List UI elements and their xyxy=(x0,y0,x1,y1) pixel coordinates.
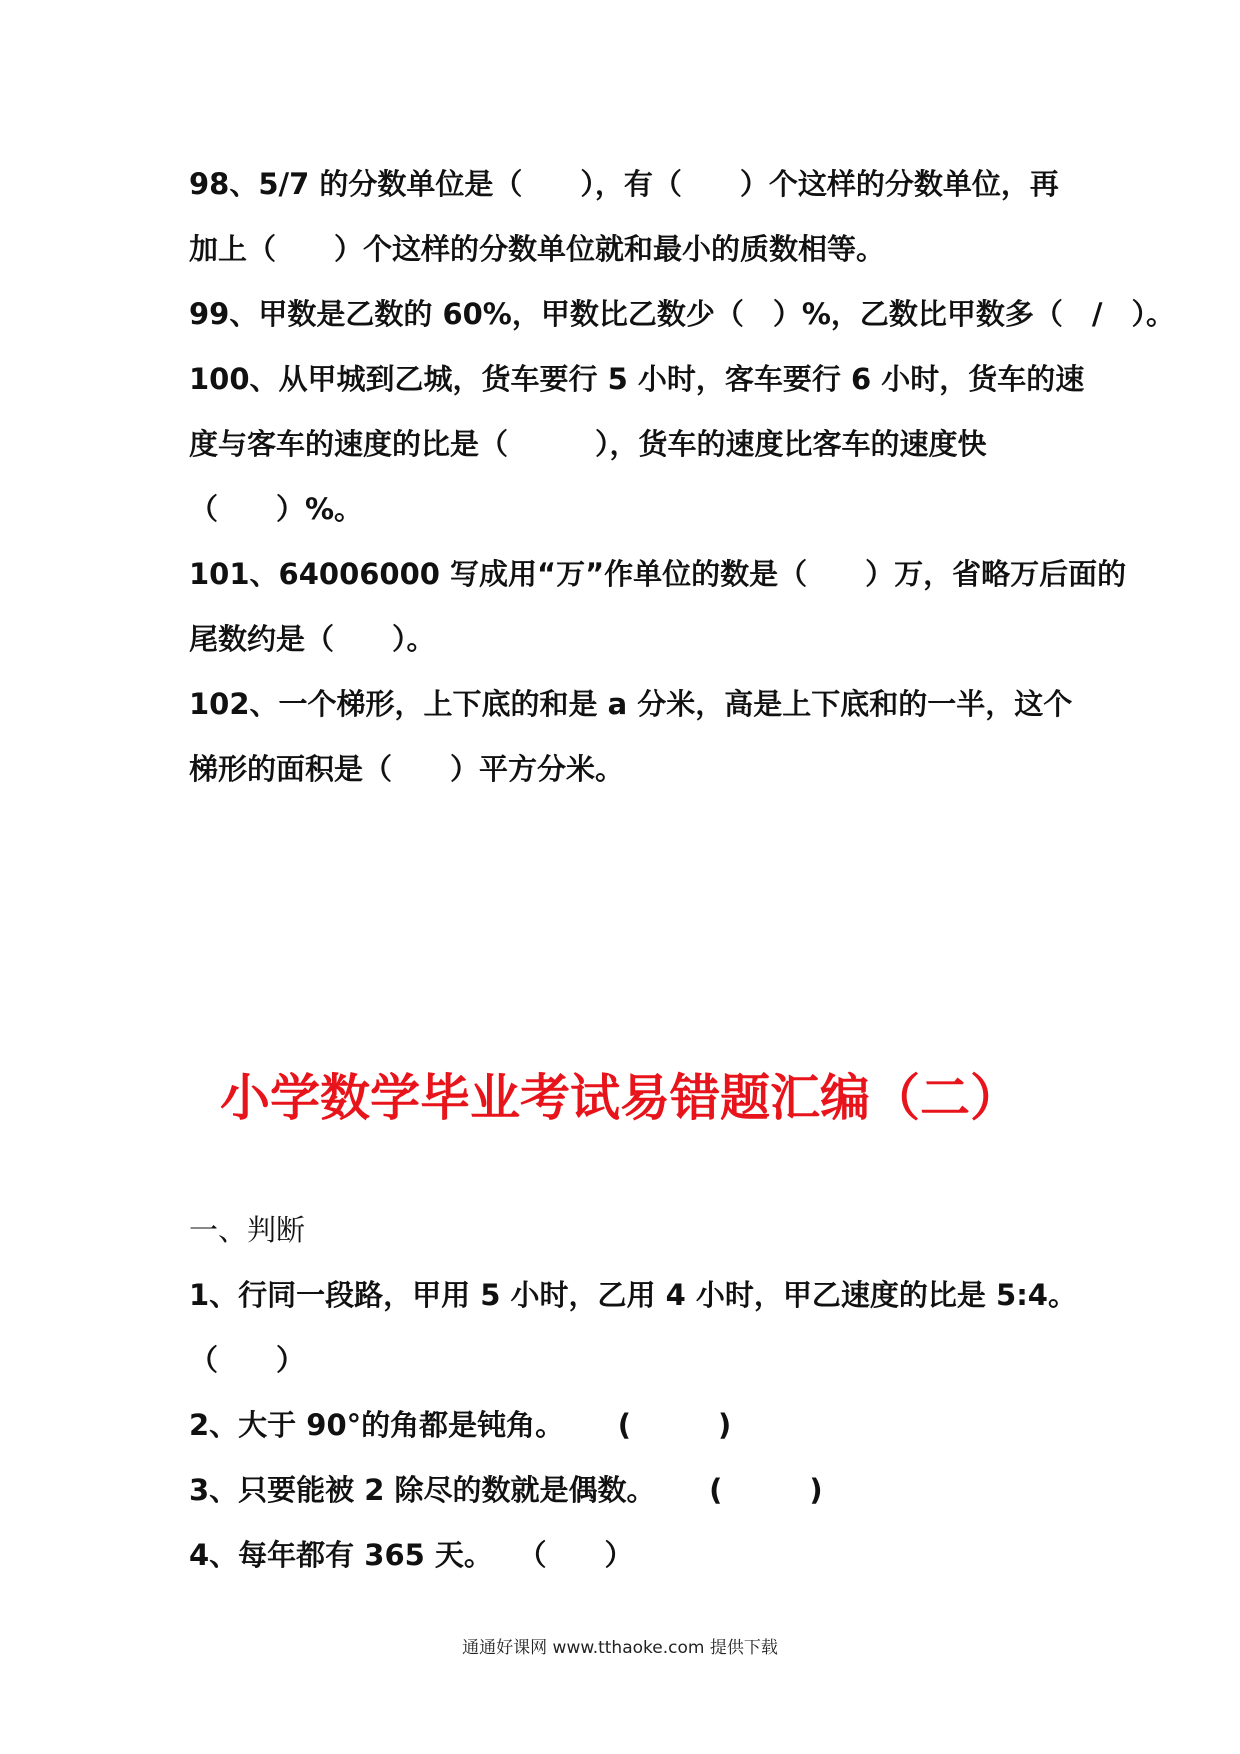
problem-102-line-2: 梯形的面积是（ ）平方分米。 xyxy=(189,752,625,786)
problem-100-line-2: 度与客车的速度的比是（ ），货车的速度比客车的速度快 xyxy=(189,427,987,461)
page-footer: 通通好课网 www.tthaoke.com 提供下载 xyxy=(462,1638,778,1658)
section-heading: 一、判断 xyxy=(189,1213,306,1247)
problem-100-line-3: （ ）%。 xyxy=(189,492,364,526)
judgment-2: 2、大于 90°的角都是钝角。 ( ) xyxy=(189,1408,732,1442)
judgment-1-line-2: （ ） xyxy=(189,1343,306,1377)
document-title: 小学数学毕业考试易错题汇编（二） xyxy=(220,1069,1020,1127)
problem-98-line-1: 98、5/7 的分数单位是（ ），有（ ）个这样的分数单位，再 xyxy=(189,167,1059,201)
problem-98-line-2: 加上（ ）个这样的分数单位就和最小的质数相等。 xyxy=(189,232,886,266)
problem-101-line-1: 101、64006000 写成用“万”作单位的数是（ ）万，省略万后面的 xyxy=(189,557,1127,591)
judgment-3: 3、只要能被 2 除尽的数就是偶数。 ( ) xyxy=(189,1473,823,1507)
problem-102-line-1: 102、一个梯形，上下底的和是 a 分米，高是上下底和的一半，这个 xyxy=(189,687,1073,721)
problem-99-line-1: 99、甲数是乙数的 60%，甲数比乙数少（ ）%，乙数比甲数多（ / ）。 xyxy=(189,297,1176,331)
problem-100-line-1: 100、从甲城到乙城，货车要行 5 小时，客车要行 6 小时，货车的速 xyxy=(189,362,1085,396)
judgment-4: 4、每年都有 365 天。 （ ） xyxy=(189,1538,634,1572)
judgment-1-line-1: 1、行同一段路，甲用 5 小时，乙用 4 小时，甲乙速度的比是 5:4。 xyxy=(189,1278,1077,1312)
problem-101-line-2: 尾数约是（ ）。 xyxy=(189,622,436,656)
